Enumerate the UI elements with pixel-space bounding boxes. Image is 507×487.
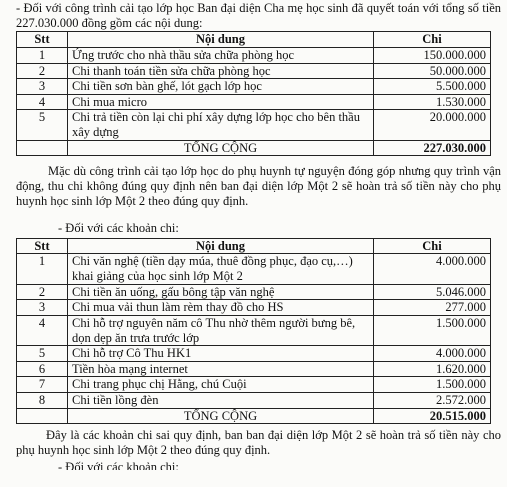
row-stt: 3 (17, 300, 68, 316)
row-stt: 4 (17, 315, 68, 345)
row-amount: 1.500.000 (374, 315, 491, 345)
row-content: Ứng trước cho nhà thầu sửa chữa phòng học (68, 47, 374, 63)
row-amount: 4.000.000 (374, 254, 491, 284)
row-amount: 20.000.000 (374, 110, 491, 140)
total-stt-cell (17, 408, 68, 424)
table-header-row (17, 238, 491, 254)
row-amount: 2.572.000 (374, 393, 491, 409)
table-total-row (17, 140, 491, 156)
row-stt: 2 (17, 284, 68, 300)
table-row (17, 94, 491, 110)
refund-paragraph: Mặc dù công trình cải tạo lớp học do phụ huynh tự nguyện đóng góp nhưng quy trình vận động, thu chi không đúng quy định nên ban đại diện lớp Một 2 sẽ hoàn trả số tiền này cho phụ huynh học sinh lớp Một 2 theo đúng quy định. (16, 164, 501, 208)
header-content: Nội dung (68, 238, 374, 254)
row-amount: 5.500.000 (374, 79, 491, 95)
violation-paragraph: Đây là các khoản chi sai quy định, ban ban đại diện lớp Một 2 sẽ hoàn trả số tiền này cho phụ huynh học sinh lớp Một 2 theo đúng quy định. (16, 428, 501, 457)
row-content: Chi thanh toán tiền sửa chữa phòng học (68, 63, 374, 79)
table-row (17, 47, 491, 63)
row-amount: 5.046.000 (374, 284, 491, 300)
row-content: Tiền hòa mạng internet (68, 361, 374, 377)
row-stt: 3 (17, 79, 68, 95)
total-stt-cell (17, 140, 68, 156)
row-stt: 5 (17, 346, 68, 362)
table-row (17, 346, 491, 362)
header-amount: Chi (374, 238, 491, 254)
header-stt: Stt (17, 238, 68, 254)
row-content: Chi trang phục chị Hằng, chú Cuội (68, 377, 374, 393)
total-label: TỔNG CỘNG (68, 408, 374, 424)
header-stt: Stt (17, 32, 68, 48)
row-amount: 1.620.000 (374, 361, 491, 377)
row-stt: 1 (17, 254, 68, 284)
row-amount: 150.000.000 (374, 47, 491, 63)
row-content: Chi tiền sơn bàn ghế, lót gạch lớp học (68, 79, 374, 95)
table-row (17, 377, 491, 393)
row-stt: 7 (17, 377, 68, 393)
header-content: Nội dung (68, 32, 374, 48)
row-content: Chi mua vải thun làm rèm thay đồ cho HS (68, 300, 374, 316)
row-content: Chi hỗ trợ nguyên năm cô Thu nhờ thêm người bưng bê, dọn dẹp ăn trưa trước lớp (68, 315, 374, 345)
row-content: Chi hỗ trợ Cô Thu HK1 (68, 346, 374, 362)
row-content: Chi mua micro (68, 94, 374, 110)
header-amount: Chi (374, 32, 491, 48)
row-stt: 8 (17, 393, 68, 409)
intro-paragraph-1: - Đối với công trình cải tạo lớp học Ban đại diện Cha mẹ học sinh đã quyết toán với tổng số tiền 227.030.000 đồng gồm các nội dung: (16, 1, 501, 30)
renovation-expense-table (16, 31, 491, 156)
total-label: TỔNG CỘNG (68, 140, 374, 156)
row-amount: 4.000.000 (374, 346, 491, 362)
table-row (17, 361, 491, 377)
row-content: Chi trả tiền còn lại chi phí xây dựng lớp học cho bên thầu xây dựng (68, 110, 374, 140)
table-row (17, 284, 491, 300)
table-row (17, 79, 491, 95)
row-amount: 1.500.000 (374, 377, 491, 393)
table-total-row (17, 408, 491, 424)
row-stt: 4 (17, 94, 68, 110)
row-amount: 1.530.000 (374, 94, 491, 110)
intro-paragraph-3: - Đối với các khoản chi: (58, 459, 179, 470)
other-expense-table (16, 238, 491, 425)
table-row (17, 63, 491, 79)
row-amount: 50.000.000 (374, 63, 491, 79)
total-amount: 20.515.000 (374, 408, 491, 424)
table-row (17, 254, 491, 284)
table-row (17, 393, 491, 409)
row-stt: 6 (17, 361, 68, 377)
table-header-row (17, 32, 491, 48)
row-content: Chi văn nghệ (tiền dạy múa, thuê đồng phục, đạo cụ,…) khai giảng của học sinh lớp Một 2 (68, 254, 374, 284)
intro-paragraph-2: - Đối với các khoản chi: (58, 221, 179, 236)
row-content: Chi tiền ăn uống, gấu bông tập văn nghệ (68, 284, 374, 300)
total-amount: 227.030.000 (374, 140, 491, 156)
table-row (17, 110, 491, 140)
table-row (17, 300, 491, 316)
table-row (17, 315, 491, 345)
row-stt: 1 (17, 47, 68, 63)
row-stt: 2 (17, 63, 68, 79)
row-amount: 277.000 (374, 300, 491, 316)
row-content: Chi tiền lồng đèn (68, 393, 374, 409)
row-stt: 5 (17, 110, 68, 140)
